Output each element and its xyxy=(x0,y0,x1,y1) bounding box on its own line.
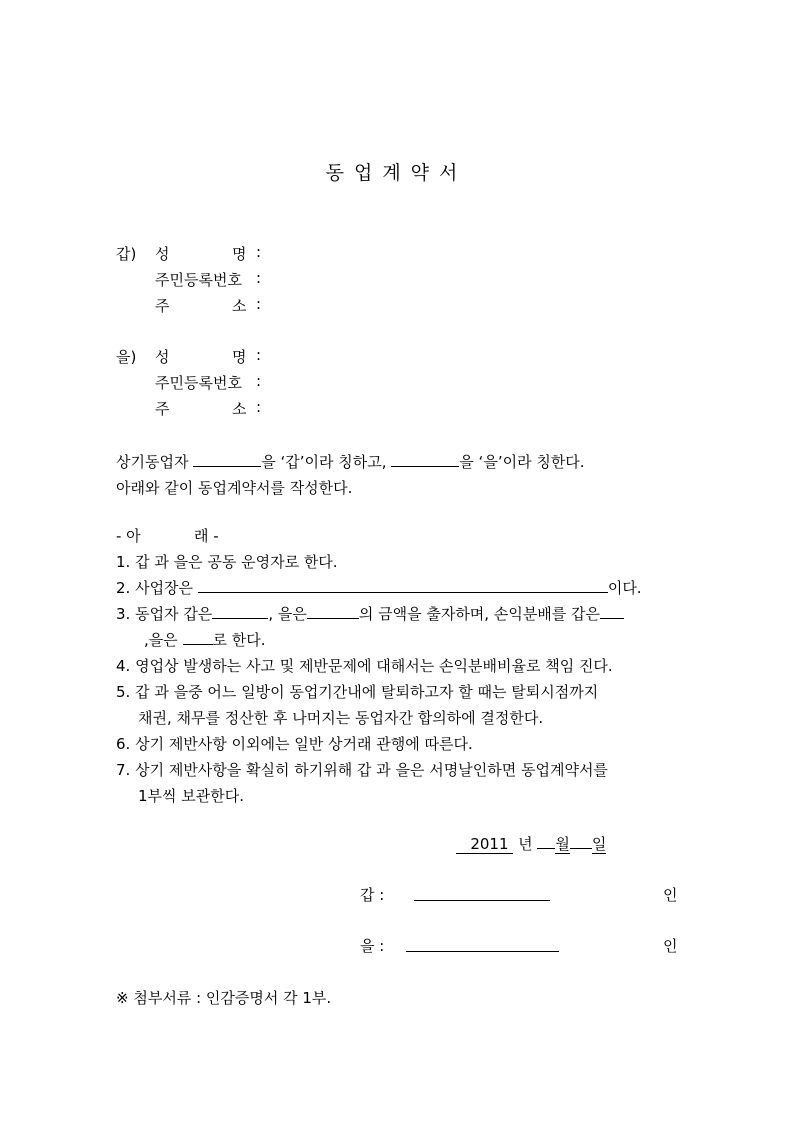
party-a-name-blank[interactable] xyxy=(193,452,261,467)
party-b-address-colon: : xyxy=(256,398,262,416)
party-b-name-colon: : xyxy=(256,346,262,364)
party-b-investment-blank[interactable] xyxy=(307,604,359,619)
clause-2-text-b: 이다. xyxy=(607,579,642,597)
clause-7-line-1: 7. 상기 제반사항을 확실히 하기위해 갑 과 을은 서명날인하면 동업계약서를 xyxy=(116,761,608,779)
party-b-name-label-2: 명 xyxy=(232,348,247,366)
party-b-id-colon: : xyxy=(256,372,262,390)
party-a-label: 갑) xyxy=(116,245,137,263)
clause-6: 6. 상기 제반사항 이외에는 일반 상거래 관행에 따른다. xyxy=(116,735,473,753)
party-b-name-blank[interactable] xyxy=(391,452,459,467)
clause-3-text-e: 로 한다. xyxy=(212,631,266,649)
clause-4: 4. 영업상 발생하는 사고 및 제반문제에 대해서는 손익분배비율로 책임 진다. xyxy=(116,657,613,675)
party-b-id-label: 주민등록번호 xyxy=(155,374,242,392)
party-b-label: 을) xyxy=(116,348,137,366)
party-a-share-blank[interactable] xyxy=(600,604,624,619)
clause-3-text-b: , 을은 xyxy=(268,605,307,623)
party-a-address-label-2: 소 xyxy=(232,297,247,315)
clause-3-line-2 xyxy=(144,629,266,650)
intro-text-b: 을 ‘갑’이라 칭하고, xyxy=(261,453,387,471)
signature-b-seal: 인 xyxy=(663,937,678,955)
signature-a-label: 갑 : xyxy=(360,886,385,904)
intro-text-c: 을 ‘을’이라 칭한다. xyxy=(459,453,585,471)
intro-line-2: 아래와 같이 동업계약서를 작성한다. xyxy=(116,479,353,497)
intro-text-a: 상기동업자 xyxy=(116,453,189,471)
clause-3-text-a: 3. 동업자 갑은 xyxy=(116,605,213,623)
party-b-name-label-1: 성 xyxy=(155,348,170,366)
clause-1: 1. 갑 과 을은 공동 운영자로 한다. xyxy=(116,553,338,571)
clause-3-line-1 xyxy=(116,603,624,624)
contract-date xyxy=(456,833,606,854)
document-title: 동업계약서 xyxy=(325,162,468,184)
party-a-address-label-1: 주 xyxy=(155,297,170,315)
clause-7-line-2: 1부씩 보관한다. xyxy=(138,787,245,805)
clause-2 xyxy=(116,577,642,598)
section-heading-2: 래 - xyxy=(194,527,219,545)
date-day-blank[interactable] xyxy=(570,834,592,849)
intro-line-1 xyxy=(116,451,585,472)
clause-3-text-c: 의 금액을 출자하며, 손익분배를 갑은 xyxy=(358,605,601,623)
party-a-name-label-1: 성 xyxy=(155,245,170,263)
party-a-investment-blank[interactable] xyxy=(212,604,268,619)
clause-2-text-a: 2. 사업장은 xyxy=(116,579,194,597)
signature-b-label: 을 : xyxy=(360,937,385,955)
party-b-share-blank[interactable] xyxy=(183,630,213,645)
section-heading-1: - 아 xyxy=(116,527,141,545)
date-month-unit: 월 xyxy=(555,835,570,853)
party-a-address-colon: : xyxy=(256,295,262,313)
signature-b-line[interactable] xyxy=(406,937,559,952)
signature-a-line[interactable] xyxy=(414,886,550,901)
clause-3-text-d: ,을은 xyxy=(144,631,178,649)
party-b-address-label-2: 소 xyxy=(232,400,247,418)
date-day-unit: 일 xyxy=(591,835,607,853)
party-a-name-colon: : xyxy=(256,243,262,261)
signature-a-seal: 인 xyxy=(663,886,678,904)
party-a-id-colon: : xyxy=(256,269,262,287)
clause-5-line-1: 5. 갑 과 을중 어느 일방이 동업기간내에 탈퇴하고자 할 때는 탈퇴시점까지 xyxy=(116,683,599,701)
date-year: 2011 xyxy=(470,835,509,853)
party-b-address-label-1: 주 xyxy=(155,400,170,418)
clause-5-line-2: 채권, 채무를 정산한 후 나머지는 동업자간 합의하에 결정한다. xyxy=(138,709,544,727)
business-location-blank[interactable] xyxy=(198,578,608,593)
date-month-blank[interactable] xyxy=(537,834,555,849)
party-a-name-label-2: 명 xyxy=(232,245,247,263)
attachment-note: ※ 첨부서류 : 인감증명서 각 1부. xyxy=(116,989,332,1007)
date-year-unit: 년 xyxy=(518,835,533,853)
date-year-field[interactable] xyxy=(456,835,513,854)
party-a-id-label: 주민등록번호 xyxy=(155,271,242,289)
